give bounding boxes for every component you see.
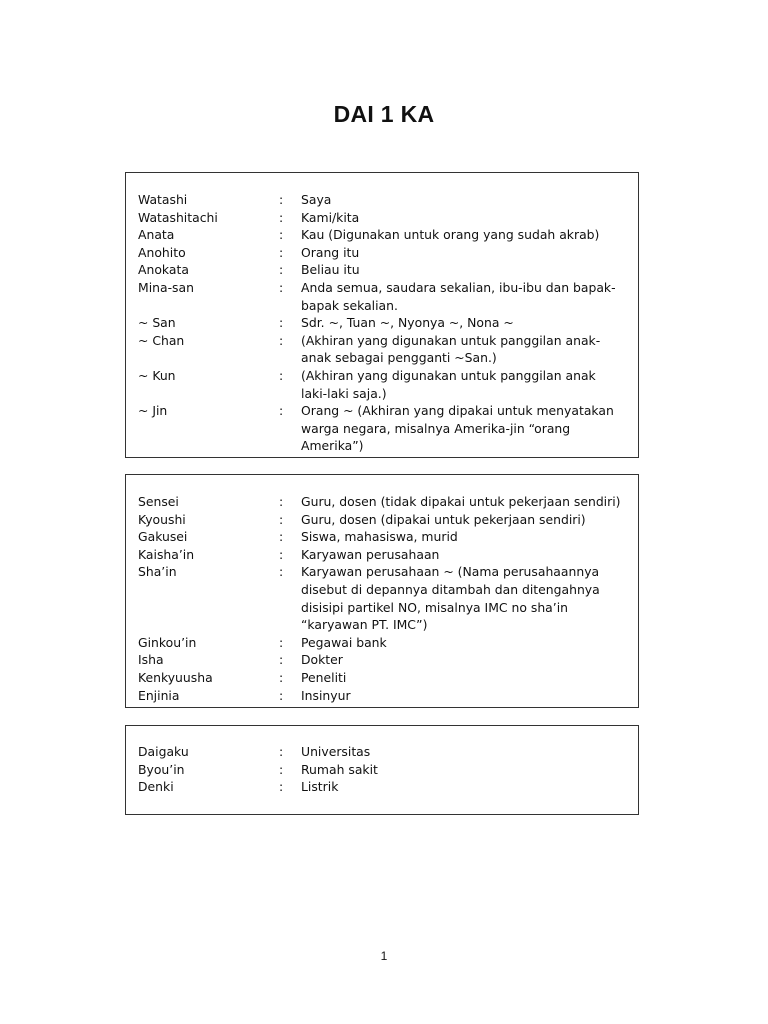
vocab-term: Daigaku: [138, 744, 189, 759]
vocab-term: Isha: [138, 652, 164, 668]
vocab-meaning: Rumah sakit: [301, 761, 378, 777]
vocab-entry: [126, 261, 638, 279]
vocab-meaning: Sdr. ~, Tuan ~, Nyonya ~, Nona ~: [301, 315, 514, 331]
vocab-entry: [126, 651, 638, 669]
vocab-entry: [126, 332, 638, 367]
vocab-entry: [126, 226, 638, 244]
page-number: 1: [380, 949, 388, 963]
page-title: DAI 1 KA: [333, 101, 435, 127]
vocab-entry: [126, 367, 638, 402]
vocab-entry: [126, 528, 638, 546]
vocab-entry: [126, 209, 638, 227]
vocab-entry: [126, 191, 638, 209]
vocab-meaning: Karyawan perusahaan ~ (Nama perusahaannya disebut di depannya ditambah dan ditengahnya disisipi partikel NO, misalnya IMC no sha’in “karyawan PT. IMC”): [301, 564, 600, 633]
separator-colon: :: [279, 209, 284, 225]
vocab-meaning: Saya: [301, 192, 332, 207]
vocab-box-pronouns: [125, 172, 639, 458]
separator-colon: :: [279, 669, 284, 685]
vocab-meaning: Karyawan perusahaan: [301, 546, 440, 562]
separator-colon: :: [279, 687, 284, 703]
vocab-entry: [126, 402, 638, 455]
separator-colon: :: [279, 403, 284, 419]
vocab-meaning: Orang ~ (Akhiran yang dipakai untuk menyatakan warga negara, misalnya Amerika-jin “orang Amerika”): [301, 403, 614, 454]
vocab-entry: [126, 634, 638, 652]
separator-colon: :: [279, 315, 284, 331]
vocab-entry: [126, 761, 638, 779]
separator-colon: :: [279, 244, 284, 260]
separator-colon: :: [279, 227, 284, 243]
vocab-meaning: (Akhiran yang digunakan untuk panggilan anak-anak sebagai pengganti ~San.): [301, 332, 601, 366]
vocab-term: Ginkou’in: [138, 634, 197, 650]
vocab-entry: [126, 669, 638, 687]
separator-colon: :: [279, 332, 284, 348]
vocab-term: Denki: [138, 779, 174, 795]
vocab-term: Byou’in: [138, 761, 185, 777]
vocab-term: Anata: [138, 227, 175, 243]
vocab-term: ~ Chan: [138, 332, 185, 348]
vocab-entry: [126, 244, 638, 262]
vocab-entry: [126, 563, 638, 633]
vocab-term: Kenkyuusha: [138, 669, 213, 685]
separator-colon: :: [279, 761, 284, 777]
vocab-meaning: Listrik: [301, 779, 339, 795]
vocab-term: Watashi: [138, 192, 188, 207]
vocab-entry: [126, 546, 638, 564]
vocab-entry: [126, 743, 638, 761]
vocab-meaning: Guru, dosen (tidak dipakai untuk pekerjaan sendiri): [301, 494, 621, 509]
vocab-entry: [126, 279, 638, 314]
separator-colon: :: [279, 564, 284, 580]
vocab-meaning: Universitas: [301, 744, 371, 759]
vocab-term: Gakusei: [138, 529, 188, 545]
vocab-meaning: Kau (Digunakan untuk orang yang sudah akrab): [301, 227, 600, 243]
vocab-term: Mina-san: [138, 279, 194, 295]
separator-colon: :: [279, 529, 284, 545]
separator-colon: :: [279, 779, 284, 795]
vocab-entry: [126, 314, 638, 332]
separator-colon: :: [279, 546, 284, 562]
vocab-meaning: Insinyur: [301, 687, 351, 703]
vocab-meaning: Kami/kita: [301, 209, 360, 225]
vocab-meaning: Anda semua, saudara sekalian, ibu-ibu dan bapak-bapak sekalian.: [301, 279, 616, 313]
separator-colon: :: [279, 634, 284, 650]
vocab-term: ~ San: [138, 315, 176, 331]
vocab-term: Anohito: [138, 244, 186, 260]
vocab-meaning: Beliau itu: [301, 262, 360, 278]
separator-colon: :: [279, 192, 284, 207]
separator-colon: :: [279, 367, 284, 383]
vocab-term: ~ Jin: [138, 403, 168, 419]
vocab-box-occupations: [125, 474, 639, 708]
vocab-meaning: Orang itu: [301, 244, 360, 260]
separator-colon: :: [279, 652, 284, 668]
vocab-meaning: (Akhiran yang digunakan untuk panggilan anak laki-laki saja.): [301, 367, 596, 401]
vocab-term: ~ Kun: [138, 367, 176, 383]
separator-colon: :: [279, 279, 284, 295]
vocab-term: Kyoushi: [138, 511, 186, 527]
vocab-term: Anokata: [138, 262, 189, 278]
vocab-entry: [126, 778, 638, 796]
vocab-entry: [126, 687, 638, 705]
vocab-term: Watashitachi: [138, 209, 218, 225]
vocab-meaning: Pegawai bank: [301, 634, 387, 650]
vocab-meaning: Peneliti: [301, 669, 347, 685]
vocab-term: Enjinia: [138, 687, 180, 703]
vocab-box-places: [125, 725, 639, 815]
separator-colon: :: [279, 262, 284, 278]
vocab-entry: [126, 493, 638, 511]
vocab-term: Sensei: [138, 494, 179, 509]
vocab-meaning: Guru, dosen (dipakai untuk pekerjaan sendiri): [301, 511, 586, 527]
separator-colon: :: [279, 744, 284, 759]
vocab-meaning: Siswa, mahasiswa, murid: [301, 529, 458, 545]
vocab-term: Kaisha’in: [138, 546, 195, 562]
separator-colon: :: [279, 511, 284, 527]
vocab-term: Sha’in: [138, 564, 177, 580]
vocab-entry: [126, 511, 638, 529]
separator-colon: :: [279, 494, 284, 509]
vocab-meaning: Dokter: [301, 652, 343, 668]
